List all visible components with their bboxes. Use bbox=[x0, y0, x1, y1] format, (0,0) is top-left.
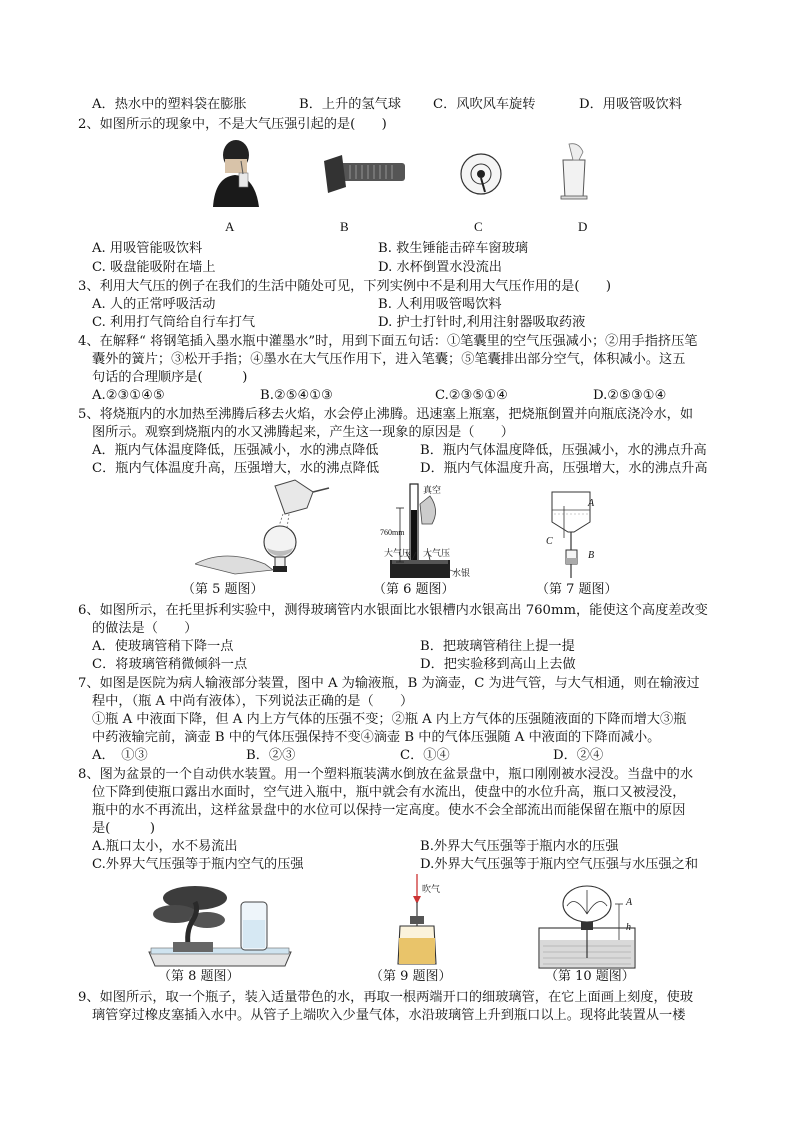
fig9-label-blow: 吹气 bbox=[422, 884, 441, 894]
q9-stem-line-2: 璃管穿过橡皮塞插入水中。从管子上端吹入少量气体，水沿玻璃管上升到瓶口以上。现将此装置从一楼 bbox=[92, 1008, 686, 1023]
q5-stem-line-2: 图所示。观察到烧瓶内的水又沸腾起来，产生这一现象的原因是（ ） bbox=[92, 425, 514, 440]
q2-stem: 2、如图所示的现象中，不是大气压强引起的是( ) bbox=[78, 117, 387, 132]
q6-option-c: C．将玻璃管稍微倾斜一点 bbox=[92, 657, 248, 672]
q7-stem-line-2: 程中，（瓶 A 中尚有液体），下列说法正确的是（ ） bbox=[92, 694, 414, 709]
q2-image-c-suction-cup bbox=[457, 150, 505, 200]
q6-stem-line-1: 6、如图所示，在托里拆利实验中，测得玻璃管内水银面比水银槽内水银高出 760mm，能使这个高度差改变 bbox=[78, 603, 708, 618]
q7-statement-line-2: 中药液输完前，滴壶 B 中的气体压强保持不变④滴壶 B 中的气体压强随 A 中液面的下降而减小。 bbox=[92, 730, 661, 745]
q4-stem-line-1: 4、在解释“ 将钢笔插入墨水瓶中灌墨水”时，用到下面五句话：①笔囊里的空气压强减小；②用手指挤压笔 bbox=[78, 334, 698, 349]
fig6-label-atm-right: 大气压 bbox=[423, 548, 451, 558]
q7-statement-line-1: ①瓶 A 中液面下降，但 A 内上方气体的压强不变；②瓶 A 内上方气体的压强随液面的下降而增大③瓶 bbox=[92, 712, 687, 727]
q9-stem-line-1: 9、如图所示，取一个瓶子，装入适量带色的水，再取一根两端开口的细玻璃管，在它上面画上刻度，使玻 bbox=[78, 990, 694, 1005]
q8-stem-line-1: 8、图为盆景的一个自动供水装置。用一个塑料瓶装满水倒放在盆景盘中，瓶口刚刚被水浸没。当盘中的水 bbox=[78, 767, 694, 782]
fig10-caption: （第 10 题图） bbox=[545, 969, 635, 984]
fig7-iv-drip-apparatus bbox=[540, 486, 610, 578]
q7-option-a: A． ①③ bbox=[92, 748, 148, 763]
q7-option-d: D．②④ bbox=[553, 748, 604, 763]
q4-stem-line-2: 囊外的簧片；③松开手指；④墨水在大气压作用下，进入笔囊；⑤笔囊排出部分空气，体积减小。这五 bbox=[92, 352, 686, 367]
q3-option-d: D. 护士打针时,利用注射器吸取药液 bbox=[378, 315, 586, 330]
q3-option-b: B. 人利用吸管喝饮料 bbox=[378, 297, 502, 312]
q5-option-c: C．瓶内气体温度升高，压强增大，水的沸点降低 bbox=[92, 461, 380, 476]
fig6-label-atm-left: 大气压 bbox=[384, 548, 412, 558]
q2-image-b-safety-hammer bbox=[320, 147, 410, 195]
fig5-inverted-flask bbox=[195, 478, 330, 578]
q1-option-a: A．热水中的塑料袋在膨胀 bbox=[92, 97, 247, 112]
fig8-caption: （第 8 题图） bbox=[158, 969, 240, 984]
q8-option-d: D.外界大气压强等于瓶内空气压强与水压强之和 bbox=[420, 857, 699, 872]
q3-option-a: A. 人的正常呼吸活动 bbox=[92, 297, 216, 312]
q5-option-d: D．瓶内气体温度升高，压强增大，水的沸点升高 bbox=[420, 461, 708, 476]
q2-option-a: A. 用吸管能吸饮料 bbox=[92, 241, 203, 256]
fig6-label-vacuum: 真空 bbox=[423, 485, 442, 495]
q4-option-b: B.②⑤④①③ bbox=[260, 388, 333, 403]
fig10-label-a: A bbox=[626, 897, 633, 908]
q7-option-c: C．①④ bbox=[400, 748, 450, 763]
q3-stem: 3、利用大气压的例子在我们的生活中随处可见，下列实例中不是利用大气压作用的是( ) bbox=[78, 279, 611, 294]
q4-option-d: D.②⑤③①④ bbox=[593, 388, 667, 403]
q2-option-b: B. 救生锤能击碎车窗玻璃 bbox=[378, 241, 528, 256]
q2-image-label-c: C bbox=[474, 219, 483, 234]
q2-image-label-b: B bbox=[340, 219, 349, 234]
fig9-caption: （第 9 题图） bbox=[370, 969, 452, 984]
q4-option-c: C.②③⑤①④ bbox=[435, 388, 508, 403]
q5-option-a: A．瓶内气体温度降低，压强减小，水的沸点降低 bbox=[92, 443, 379, 458]
q8-stem-line-2: 位下降到使瓶口露出水面时，空气进入瓶中，瓶中就会有水流出，使盘中的水位升高，瓶口又被浸没， bbox=[92, 785, 686, 800]
q2-image-a-drinking-straw bbox=[205, 137, 265, 207]
q8-option-b: B.外界大气压强等于瓶内水的压强 bbox=[420, 839, 619, 854]
q7-option-b: B．②③ bbox=[246, 748, 296, 763]
q2-image-label-d: D bbox=[578, 219, 588, 234]
q8-option-a: A.瓶口太小，水不易流出 bbox=[92, 839, 238, 854]
q2-image-label-a: A bbox=[225, 219, 235, 234]
q8-option-c: C.外界大气压强等于瓶内空气的压强 bbox=[92, 857, 304, 872]
q5-stem-line-1: 5、将烧瓶内的水加热至沸腾后移去火焰，水会停止沸腾。迅速塞上瓶塞，把烧瓶倒置并向瓶底浇冷水，如 bbox=[78, 407, 694, 422]
q3-option-c: C. 利用打气筒给自行车打气 bbox=[92, 315, 256, 330]
fig5-caption: （第 5 题图） bbox=[182, 582, 264, 597]
fig6-label-mercury: 水银 bbox=[452, 568, 471, 578]
q6-stem-line-2: 的做法是（ ） bbox=[92, 621, 198, 636]
q4-option-a: A.②③①④⑤ bbox=[92, 388, 165, 403]
q1-option-c: C．风吹风车旋转 bbox=[433, 97, 536, 112]
q5-option-b: B．瓶内气体温度降低，压强减小，水的沸点升高 bbox=[420, 443, 707, 458]
fig7-label-a: A bbox=[588, 498, 595, 509]
q6-option-d: D．把实验移到高山上去做 bbox=[420, 657, 576, 672]
q8-stem-line-4: 是( ) bbox=[92, 821, 156, 836]
q6-option-a: A．使玻璃管稍下降一点 bbox=[92, 639, 234, 654]
fig10-label-h: h bbox=[626, 922, 631, 933]
q6-option-b: B．把玻璃管稍往上提一提 bbox=[420, 639, 575, 654]
fig7-label-c: C bbox=[546, 536, 553, 547]
fig7-label-b: B bbox=[588, 550, 595, 561]
fig8-bonsai-water-supply bbox=[145, 880, 295, 970]
q2-image-d-inverted-cup bbox=[555, 140, 595, 205]
fig6-caption: （第 6 题图） bbox=[373, 582, 455, 597]
q2-option-d: D. 水杯倒置水没流出 bbox=[378, 260, 502, 275]
q4-stem-line-3: 句话的合理顺序是( ) bbox=[92, 370, 248, 385]
fig6-label-760mm: 760mm bbox=[380, 528, 405, 537]
fig7-caption: （第 7 题图） bbox=[536, 582, 618, 597]
q2-option-c: C. 吸盘能吸附在墙上 bbox=[92, 260, 216, 275]
q1-option-b: B．上升的氢气球 bbox=[299, 97, 402, 112]
q1-option-d: D．用吸管吸饮料 bbox=[579, 97, 682, 112]
q8-stem-line-3: 瓶中的水不再流出，这样盆景盘中的水位可以保持一定高度。使水不会全部流出而能保留在瓶中的原因 bbox=[92, 803, 686, 818]
q7-stem-line-1: 7、如图是医院为病人输液部分装置，图中 A 为输液瓶，B 为滴壶，C 为进气管，与大气相通，则在输液过 bbox=[78, 676, 700, 691]
